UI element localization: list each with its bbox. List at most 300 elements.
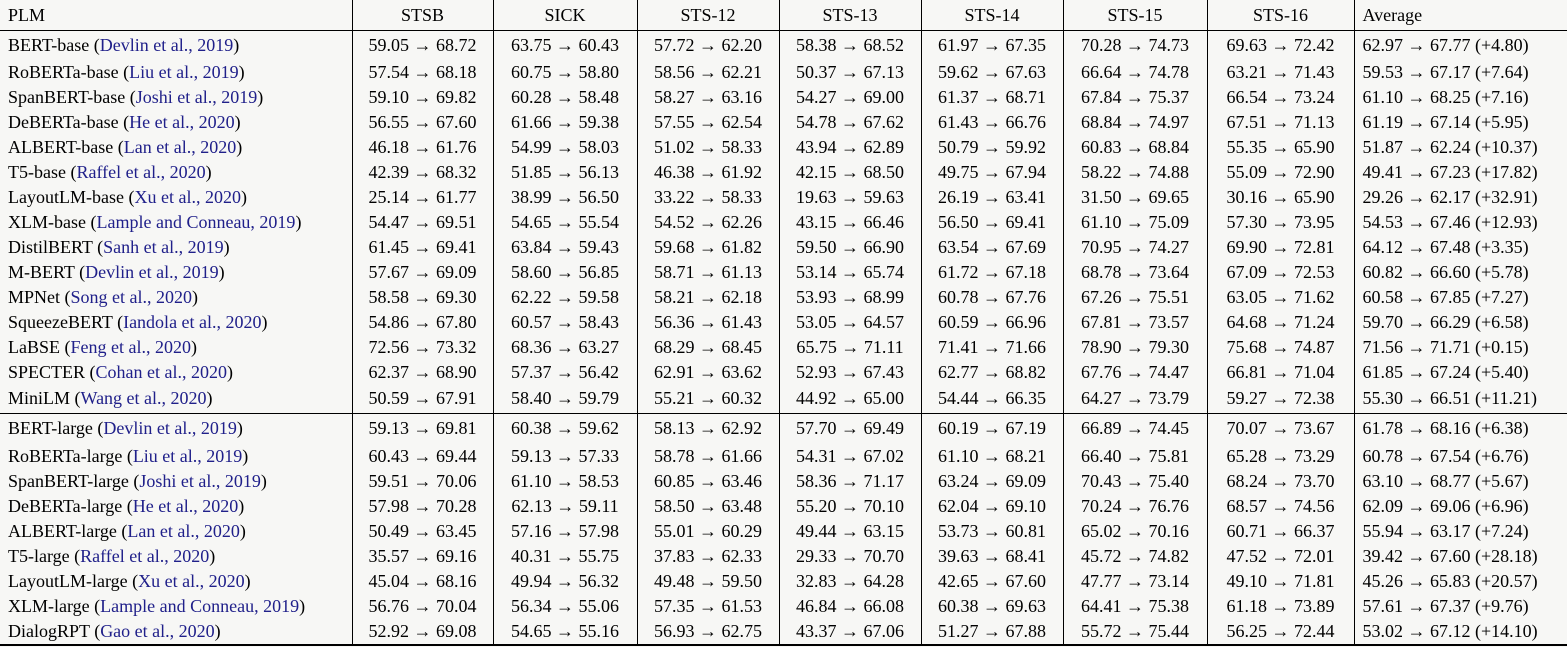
- score-cell: 50.79 → 59.92: [921, 135, 1063, 160]
- citation-link[interactable]: Wang et al., 2020: [80, 388, 207, 409]
- score-cell: 32.83 → 64.28: [779, 569, 921, 594]
- score-cell: 58.58 → 69.30: [352, 285, 493, 310]
- score-cell: 64.41 → 75.38: [1063, 594, 1207, 619]
- score-cell: 54.27 → 69.00: [779, 85, 921, 110]
- citation-link[interactable]: Joshi et al., 2019: [139, 470, 261, 491]
- average-score-cell: 60.58 → 67.85 (+7.27): [1354, 285, 1567, 310]
- score-cell: 43.37 → 67.06: [779, 619, 921, 647]
- score-cell: 57.16 → 57.98: [493, 519, 637, 544]
- model-cell: [0, 31, 352, 60]
- score-cell: 60.19 → 67.19: [921, 414, 1063, 444]
- score-cell: 45.04 → 68.16: [352, 569, 493, 594]
- score-cell: 61.45 → 69.41: [352, 235, 493, 260]
- table-row: [0, 260, 1567, 285]
- model-cell: [0, 160, 352, 185]
- score-cell: 61.37 → 68.71: [921, 85, 1063, 110]
- score-cell: 59.13 → 57.33: [493, 444, 637, 469]
- model-cell: [0, 110, 352, 135]
- model-cell: [0, 260, 352, 285]
- score-cell: 54.47 → 69.51: [352, 210, 493, 235]
- score-cell: 71.41 → 71.66: [921, 335, 1063, 360]
- model-name: ALBERT-base: [8, 136, 114, 157]
- citation-link[interactable]: Xu et al., 2020: [134, 186, 241, 207]
- base-models-group: [0, 31, 1567, 414]
- score-cell: 62.13 → 59.11: [493, 494, 637, 519]
- model-cell: [0, 494, 352, 519]
- score-cell: 66.54 → 73.24: [1207, 85, 1354, 110]
- score-cell: 60.38 → 59.62: [493, 414, 637, 444]
- score-cell: 67.81 → 73.57: [1063, 310, 1207, 335]
- column-header-plm: PLM: [8, 5, 46, 25]
- model-cell: [0, 569, 352, 594]
- score-cell: 59.10 → 69.82: [352, 85, 493, 110]
- score-cell: 58.13 → 62.92: [637, 414, 779, 444]
- large-models-group: [0, 414, 1567, 647]
- score-cell: 43.94 → 62.89: [779, 135, 921, 160]
- score-cell: 63.05 → 71.62: [1207, 285, 1354, 310]
- score-cell: 56.36 → 61.43: [637, 310, 779, 335]
- score-cell: 55.35 → 65.90: [1207, 135, 1354, 160]
- score-cell: 49.94 → 56.32: [493, 569, 637, 594]
- score-cell: 60.71 → 66.37: [1207, 519, 1354, 544]
- score-cell: 60.59 → 66.96: [921, 310, 1063, 335]
- citation-open-paren: (: [92, 418, 104, 439]
- citation-link[interactable]: Lan et al., 2020: [123, 136, 237, 157]
- score-cell: 75.68 → 74.87: [1207, 335, 1354, 360]
- score-cell: 46.18 → 61.76: [352, 135, 493, 160]
- table-row: [0, 385, 1567, 414]
- score-cell: 58.50 → 63.48: [637, 494, 779, 519]
- score-cell: 69.90 → 72.81: [1207, 235, 1354, 260]
- table-row: [0, 494, 1567, 519]
- citation-link[interactable]: Lan et al., 2020: [127, 520, 240, 541]
- score-cell: 70.24 → 76.76: [1063, 494, 1207, 519]
- table-row: [0, 210, 1567, 235]
- table-row: [0, 519, 1567, 544]
- average-score-cell: 64.12 → 67.48 (+3.35): [1354, 235, 1567, 260]
- score-cell: 30.16 → 65.90: [1207, 185, 1354, 210]
- score-cell: 68.24 → 73.70: [1207, 469, 1354, 494]
- score-cell: 44.92 → 65.00: [779, 385, 921, 414]
- model-cell: [0, 469, 352, 494]
- score-cell: 58.36 → 71.17: [779, 469, 921, 494]
- score-cell: 55.72 → 75.44: [1063, 619, 1207, 647]
- score-cell: 63.54 → 67.69: [921, 235, 1063, 260]
- table-row: [0, 310, 1567, 335]
- average-score-cell: 62.09 → 69.06 (+6.96): [1354, 494, 1567, 519]
- model-cell: [0, 335, 352, 360]
- citation-link[interactable]: Xu et al., 2020: [138, 570, 245, 591]
- column-header-sick: SICK: [493, 0, 637, 31]
- score-cell: 47.77 → 73.14: [1063, 569, 1207, 594]
- average-score-cell: 71.56 → 71.71 (+0.15): [1354, 335, 1567, 360]
- score-cell: 61.18 → 73.89: [1207, 594, 1354, 619]
- score-cell: 60.57 → 58.43: [493, 310, 637, 335]
- model-cell: [0, 285, 352, 310]
- model-name: DistilBERT: [8, 236, 93, 257]
- score-cell: 39.63 → 68.41: [921, 544, 1063, 569]
- average-score-cell: 60.82 → 66.60 (+5.78): [1354, 260, 1567, 285]
- model-name: SpanBERT-large: [8, 470, 129, 491]
- score-cell: 49.10 → 71.81: [1207, 569, 1354, 594]
- table-row: [0, 594, 1567, 619]
- citation-link[interactable]: Feng et al., 2020: [70, 336, 191, 357]
- model-cell: [0, 444, 352, 469]
- average-score-cell: 57.61 → 67.37 (+9.76): [1354, 594, 1567, 619]
- citation-link[interactable]: Liu et al., 2019: [132, 445, 243, 466]
- score-cell: 59.50 → 66.90: [779, 235, 921, 260]
- table-row: [0, 444, 1567, 469]
- citation-link[interactable]: Sanh et al., 2019: [103, 236, 224, 257]
- score-cell: 54.31 → 67.02: [779, 444, 921, 469]
- table-row: [0, 85, 1567, 110]
- citation-open-paren: (: [70, 388, 81, 409]
- citation-close-paren: ): [260, 470, 267, 491]
- score-cell: 67.76 → 74.47: [1063, 360, 1207, 385]
- score-cell: 51.02 → 58.33: [637, 135, 779, 160]
- citation-open-paren: (: [127, 570, 139, 591]
- score-cell: 62.04 → 69.10: [921, 494, 1063, 519]
- citation-link[interactable]: Iandola et al., 2020: [123, 311, 262, 332]
- citation-close-paren: ): [236, 136, 243, 157]
- score-cell: 49.48 → 59.50: [637, 569, 779, 594]
- model-name: SpanBERT-base: [8, 86, 126, 107]
- score-cell: 57.70 → 69.49: [779, 414, 921, 444]
- table-row: [0, 619, 1567, 647]
- score-cell: 53.05 → 64.57: [779, 310, 921, 335]
- average-score-cell: 61.78 → 68.16 (+6.38): [1354, 414, 1567, 444]
- citation-open-paren: (: [69, 545, 81, 566]
- score-cell: 63.24 → 69.09: [921, 469, 1063, 494]
- score-cell: 58.60 → 56.85: [493, 260, 637, 285]
- model-name: SPECTER: [8, 361, 86, 382]
- citation-close-paren: ): [238, 495, 245, 516]
- score-cell: 61.66 → 59.38: [493, 110, 637, 135]
- table-row: [0, 360, 1567, 385]
- citation-open-paren: (: [128, 470, 140, 491]
- citation-open-paren: (: [112, 311, 124, 332]
- score-cell: 57.37 → 56.42: [493, 360, 637, 385]
- citation-open-paren: (: [85, 211, 97, 232]
- average-score-cell: 61.10 → 68.25 (+7.16): [1354, 85, 1567, 110]
- model-name: DeBERTa-base: [8, 111, 119, 132]
- citation-close-paren: ): [223, 236, 230, 257]
- model-name: LaBSE: [8, 336, 60, 357]
- table-row: [0, 60, 1567, 85]
- score-cell: 56.50 → 69.41: [921, 210, 1063, 235]
- table-row: [0, 160, 1567, 185]
- model-name: XLM-large: [8, 595, 90, 616]
- citation-link[interactable]: Devlin et al., 2019: [103, 418, 237, 439]
- average-score-cell: 54.53 → 67.46 (+12.93): [1354, 210, 1567, 235]
- score-cell: 54.44 → 66.35: [921, 385, 1063, 414]
- citation-close-paren: ): [295, 211, 302, 232]
- score-cell: 57.98 → 70.28: [352, 494, 493, 519]
- score-cell: 58.22 → 74.88: [1063, 160, 1207, 185]
- score-cell: 61.97 → 67.35: [921, 31, 1063, 60]
- score-cell: 55.20 → 70.10: [779, 494, 921, 519]
- model-cell: [0, 135, 352, 160]
- column-header-sts12: STS-12: [637, 0, 779, 31]
- citation-open-paren: (: [92, 236, 104, 257]
- citation-open-paren: (: [89, 595, 101, 616]
- citation-close-paren: ): [240, 186, 247, 207]
- model-cell: [0, 360, 352, 385]
- citation-close-paren: ): [190, 336, 197, 357]
- model-cell: [0, 519, 352, 544]
- model-cell: [0, 619, 352, 647]
- column-header-average: Average: [1354, 0, 1567, 31]
- score-cell: 66.40 → 75.81: [1063, 444, 1207, 469]
- score-cell: 59.27 → 72.38: [1207, 385, 1354, 414]
- score-cell: 67.51 → 71.13: [1207, 110, 1354, 135]
- citation-open-paren: (: [122, 445, 133, 466]
- citation-link[interactable]: Song et al., 2020: [70, 286, 193, 307]
- model-name: BERT-base: [8, 34, 90, 55]
- score-cell: 72.56 → 73.32: [352, 335, 493, 360]
- table-row: [0, 235, 1567, 260]
- score-cell: 60.75 → 58.80: [493, 60, 637, 85]
- score-cell: 63.75 → 60.43: [493, 31, 637, 60]
- citation-open-paren: (: [60, 336, 71, 357]
- score-cell: 25.14 → 61.77: [352, 185, 493, 210]
- citation-close-paren: ): [233, 34, 240, 55]
- column-header-stsb: STSB: [352, 0, 493, 31]
- score-cell: 64.68 → 71.24: [1207, 310, 1354, 335]
- model-name: LayoutLM-large: [8, 570, 128, 591]
- citation-link[interactable]: Devlin et al., 2019: [99, 34, 234, 55]
- score-cell: 59.51 → 70.06: [352, 469, 493, 494]
- score-cell: 61.10 → 68.21: [921, 444, 1063, 469]
- model-name: M-BERT: [8, 261, 75, 282]
- average-score-cell: 49.41 → 67.23 (+17.82): [1354, 160, 1567, 185]
- model-name: T5-large: [8, 545, 70, 566]
- table-row: [0, 569, 1567, 594]
- score-cell: 57.55 → 62.54: [637, 110, 779, 135]
- model-name: BERT-large: [8, 418, 93, 439]
- citation-close-paren: ): [239, 520, 246, 541]
- table-row: [0, 135, 1567, 160]
- score-cell: 56.93 → 62.75: [637, 619, 779, 647]
- score-cell: 78.90 → 79.30: [1063, 335, 1207, 360]
- score-cell: 57.67 → 69.09: [352, 260, 493, 285]
- citation-link[interactable]: Lample and Conneau, 2019: [100, 595, 300, 616]
- score-cell: 38.99 → 56.50: [493, 185, 637, 210]
- model-name: SqueezeBERT: [8, 311, 113, 332]
- citation-open-paren: (: [60, 286, 71, 307]
- score-cell: 57.35 → 61.53: [637, 594, 779, 619]
- score-cell: 66.89 → 74.45: [1063, 414, 1207, 444]
- score-cell: 68.84 → 74.97: [1063, 110, 1207, 135]
- score-cell: 59.68 → 61.82: [637, 235, 779, 260]
- score-cell: 49.44 → 63.15: [779, 519, 921, 544]
- score-cell: 58.56 → 62.21: [637, 60, 779, 85]
- score-cell: 60.43 → 69.44: [352, 444, 493, 469]
- citation-link[interactable]: Gao et al., 2020: [100, 620, 215, 641]
- score-cell: 54.65 → 55.16: [493, 619, 637, 647]
- score-cell: 58.40 → 59.79: [493, 385, 637, 414]
- score-cell: 54.86 → 67.80: [352, 310, 493, 335]
- score-cell: 66.81 → 71.04: [1207, 360, 1354, 385]
- score-cell: 47.52 → 72.01: [1207, 544, 1354, 569]
- citation-close-paren: ): [205, 161, 212, 182]
- score-cell: 50.59 → 67.91: [352, 385, 493, 414]
- score-cell: 37.83 → 62.33: [637, 544, 779, 569]
- model-name: DialogRPT: [8, 620, 90, 641]
- score-cell: 62.77 → 68.82: [921, 360, 1063, 385]
- average-score-cell: 55.30 → 66.51 (+11.21): [1354, 385, 1567, 414]
- score-cell: 46.38 → 61.92: [637, 160, 779, 185]
- score-cell: 60.78 → 67.76: [921, 285, 1063, 310]
- score-cell: 46.84 → 66.08: [779, 594, 921, 619]
- score-cell: 35.57 → 69.16: [352, 544, 493, 569]
- score-cell: 61.43 → 66.76: [921, 110, 1063, 135]
- score-cell: 57.30 → 73.95: [1207, 210, 1354, 235]
- score-cell: 55.09 → 72.90: [1207, 160, 1354, 185]
- citation-link[interactable]: Lample and Conneau, 2019: [96, 211, 296, 232]
- score-cell: 61.72 → 67.18: [921, 260, 1063, 285]
- score-cell: 54.52 → 62.26: [637, 210, 779, 235]
- table-row: [0, 110, 1567, 135]
- citation-close-paren: ): [261, 311, 268, 332]
- citation-open-paren: (: [85, 361, 96, 382]
- score-cell: 58.78 → 61.66: [637, 444, 779, 469]
- table-row: [0, 31, 1567, 60]
- citation-open-paren: (: [116, 520, 128, 541]
- model-cell: [0, 210, 352, 235]
- citation-link[interactable]: Raffel et al., 2020: [80, 545, 210, 566]
- average-score-cell: 61.19 → 67.14 (+5.95): [1354, 110, 1567, 135]
- score-cell: 42.39 → 68.32: [352, 160, 493, 185]
- citation-close-paren: ): [227, 361, 234, 382]
- citation-open-paren: (: [122, 495, 133, 516]
- citation-link[interactable]: Raffel et al., 2020: [76, 161, 206, 182]
- score-cell: 63.21 → 71.43: [1207, 60, 1354, 85]
- citation-open-paren: (: [89, 620, 101, 641]
- score-cell: 61.10 → 58.53: [493, 469, 637, 494]
- model-cell: [0, 594, 352, 619]
- table-row: [0, 414, 1567, 444]
- model-name: DeBERTa-large: [8, 495, 123, 516]
- model-cell: [0, 235, 352, 260]
- score-cell: 65.28 → 73.29: [1207, 444, 1354, 469]
- citation-close-paren: ): [236, 418, 243, 439]
- score-cell: 58.71 → 61.13: [637, 260, 779, 285]
- citation-link[interactable]: He et al., 2020: [129, 111, 235, 132]
- average-score-cell: 59.53 → 67.17 (+7.64): [1354, 60, 1567, 85]
- citation-link[interactable]: Devlin et al., 2019: [85, 261, 219, 282]
- citation-open-paren: (: [89, 34, 100, 55]
- citation-close-paren: ): [299, 595, 306, 616]
- score-cell: 42.65 → 67.60: [921, 569, 1063, 594]
- score-cell: 54.99 → 58.03: [493, 135, 637, 160]
- score-cell: 54.78 → 67.62: [779, 110, 921, 135]
- citation-close-paren: ): [238, 61, 245, 82]
- score-cell: 57.72 → 62.20: [637, 31, 779, 60]
- score-cell: 26.19 → 63.41: [921, 185, 1063, 210]
- score-cell: 52.93 → 67.43: [779, 360, 921, 385]
- score-cell: 55.01 → 60.29: [637, 519, 779, 544]
- score-cell: 59.05 → 68.72: [352, 31, 493, 60]
- average-score-cell: 63.10 → 68.77 (+5.67): [1354, 469, 1567, 494]
- score-cell: 56.34 → 55.06: [493, 594, 637, 619]
- citation-close-paren: ): [244, 570, 251, 591]
- model-cell: [0, 85, 352, 110]
- column-header-sts13: STS-13: [779, 0, 921, 31]
- score-cell: 56.25 → 72.44: [1207, 619, 1354, 647]
- score-cell: 19.63 → 59.63: [779, 185, 921, 210]
- model-cell: [0, 310, 352, 335]
- citation-open-paren: (: [113, 136, 124, 157]
- score-cell: 69.63 → 72.42: [1207, 31, 1354, 60]
- score-cell: 59.13 → 69.81: [352, 414, 493, 444]
- citation-open-paren: (: [123, 186, 135, 207]
- score-cell: 60.38 → 69.63: [921, 594, 1063, 619]
- score-cell: 60.28 → 58.48: [493, 85, 637, 110]
- average-score-cell: 60.78 → 67.54 (+6.76): [1354, 444, 1567, 469]
- model-name: XLM-base: [8, 211, 86, 232]
- score-cell: 66.64 → 74.78: [1063, 60, 1207, 85]
- average-score-cell: 59.70 → 66.29 (+6.58): [1354, 310, 1567, 335]
- score-cell: 56.55 → 67.60: [352, 110, 493, 135]
- citation-link[interactable]: Cohan et al., 2020: [95, 361, 228, 382]
- citation-open-paren: (: [118, 61, 130, 82]
- citation-open-paren: (: [65, 161, 77, 182]
- score-cell: 65.75 → 71.11: [779, 335, 921, 360]
- column-header-sts14: STS-14: [921, 0, 1063, 31]
- score-cell: 55.21 → 60.32: [637, 385, 779, 414]
- average-score-cell: 29.26 → 62.17 (+32.91): [1354, 185, 1567, 210]
- citation-open-paren: (: [74, 261, 86, 282]
- citation-close-paren: ): [209, 545, 216, 566]
- citation-link[interactable]: He et al., 2020: [132, 495, 239, 516]
- column-header-sts15: STS-15: [1063, 0, 1207, 31]
- average-score-cell: 61.85 → 67.24 (+5.40): [1354, 360, 1567, 385]
- score-cell: 61.10 → 75.09: [1063, 210, 1207, 235]
- score-cell: 70.43 → 75.40: [1063, 469, 1207, 494]
- score-cell: 68.29 → 68.45: [637, 335, 779, 360]
- score-cell: 60.85 → 63.46: [637, 469, 779, 494]
- header-row: [0, 0, 1567, 31]
- average-score-cell: 45.26 → 65.83 (+20.57): [1354, 569, 1567, 594]
- table-row: [0, 335, 1567, 360]
- model-name: LayoutLM-base: [8, 186, 124, 207]
- score-cell: 54.65 → 55.54: [493, 210, 637, 235]
- model-cell: [0, 185, 352, 210]
- citation-link[interactable]: Liu et al., 2019: [129, 61, 239, 82]
- citation-open-paren: (: [118, 111, 130, 132]
- score-cell: 67.84 → 75.37: [1063, 85, 1207, 110]
- citation-close-paren: ): [234, 111, 241, 132]
- model-cell: [0, 385, 352, 414]
- score-cell: 49.75 → 67.94: [921, 160, 1063, 185]
- score-cell: 53.73 → 60.81: [921, 519, 1063, 544]
- score-cell: 45.72 → 74.82: [1063, 544, 1207, 569]
- score-cell: 64.27 → 73.79: [1063, 385, 1207, 414]
- model-name: T5-base: [8, 161, 66, 182]
- table-row: [0, 185, 1567, 210]
- score-cell: 62.91 → 63.62: [637, 360, 779, 385]
- citation-close-paren: ): [192, 286, 199, 307]
- score-cell: 58.21 → 62.18: [637, 285, 779, 310]
- score-cell: 70.07 → 73.67: [1207, 414, 1354, 444]
- citation-link[interactable]: Joshi et al., 2019: [135, 86, 258, 107]
- citation-open-paren: (: [125, 86, 136, 107]
- score-cell: 70.95 → 74.27: [1063, 235, 1207, 260]
- score-cell: 70.28 → 74.73: [1063, 31, 1207, 60]
- score-cell: 67.09 → 72.53: [1207, 260, 1354, 285]
- score-cell: 68.78 → 73.64: [1063, 260, 1207, 285]
